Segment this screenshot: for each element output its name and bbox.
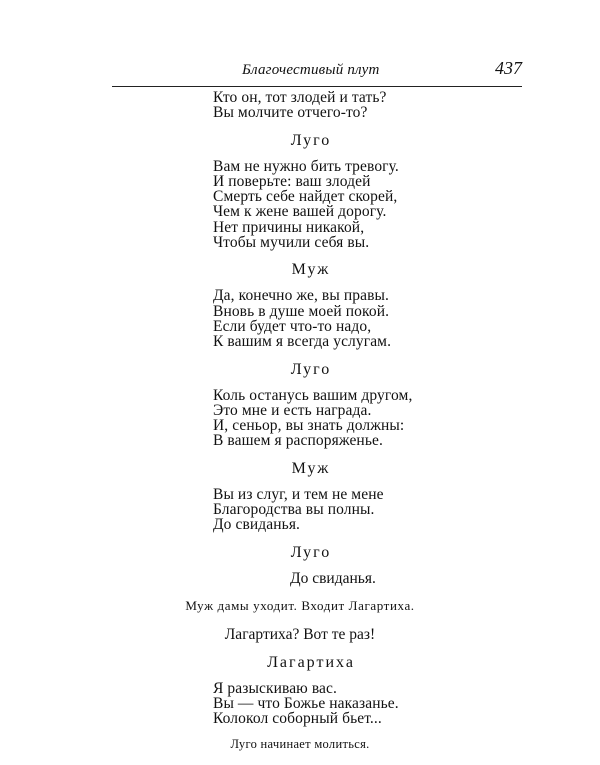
running-header bbox=[112, 60, 522, 87]
verse-line: Да, конечно же, вы правы. bbox=[213, 287, 389, 305]
verse-line: Лагартиха? Вот те раз! bbox=[224, 625, 376, 643]
verse-line: Это мне и есть награда. bbox=[213, 401, 372, 419]
verse-line: И, сеньор, вы знать должны: bbox=[213, 417, 405, 435]
speaker-name: Луго bbox=[290, 543, 332, 561]
verse-line: Я разыскиваю вас. bbox=[213, 679, 337, 697]
verse-line: Вы из слуг, и тем не мене bbox=[213, 485, 384, 503]
play-text bbox=[0, 90, 600, 751]
verse-line: И поверьте: ваш злодей bbox=[213, 172, 371, 190]
verse-block bbox=[213, 487, 600, 533]
stage-direction: Луго начинает молиться. bbox=[230, 736, 370, 751]
verse-line: Если будет что-то надо, bbox=[213, 317, 372, 335]
verse-block bbox=[213, 159, 600, 251]
verse-line: Благородства вы полны. bbox=[213, 501, 375, 519]
speaker-name: Лагартиха bbox=[267, 653, 355, 671]
verse-line: Вновь в душе моей покой. bbox=[213, 302, 390, 320]
verse-line: В вашем я распоряженье. bbox=[213, 432, 383, 450]
verse-line: Вы молчите отчего-то? bbox=[213, 104, 368, 122]
verse-line: Коль останусь вашим другом, bbox=[213, 386, 413, 404]
page-number: 437 bbox=[495, 58, 522, 78]
verse-block bbox=[213, 90, 600, 121]
verse-line: Смерть себе найдет скорей, bbox=[213, 188, 398, 206]
verse-line: Чтобы мучили себя вы. bbox=[213, 234, 370, 252]
verse-line: Кто он, тот злодей и тать? bbox=[213, 89, 387, 106]
verse-line: Вам не нужно бить тревогу. bbox=[213, 157, 399, 175]
verse-line: Вы — что Божье наказанье. bbox=[213, 694, 399, 712]
verse-block bbox=[213, 681, 600, 727]
speaker-name: Муж bbox=[291, 459, 331, 477]
speaker-name: Луго bbox=[290, 131, 332, 149]
running-title: Благочестивый плут bbox=[242, 62, 380, 78]
verse-line: До свиданья. bbox=[213, 516, 301, 534]
speaker-name: Муж bbox=[291, 261, 331, 279]
verse-block bbox=[213, 288, 600, 349]
verse-line: Чем к жене вашей дорогу. bbox=[213, 203, 387, 221]
verse-line-indented: До свиданья. bbox=[290, 569, 376, 587]
verse-line: Нет причины никакой, bbox=[213, 218, 365, 236]
speaker-name: Луго bbox=[290, 360, 332, 378]
verse-line: Колокол соборный бьет... bbox=[213, 710, 382, 728]
verse-block bbox=[213, 388, 600, 449]
verse-line: К вашим я всегда услугам. bbox=[213, 333, 392, 351]
stage-direction: Муж дамы уходит. Входит Лагартиха. bbox=[185, 597, 415, 613]
